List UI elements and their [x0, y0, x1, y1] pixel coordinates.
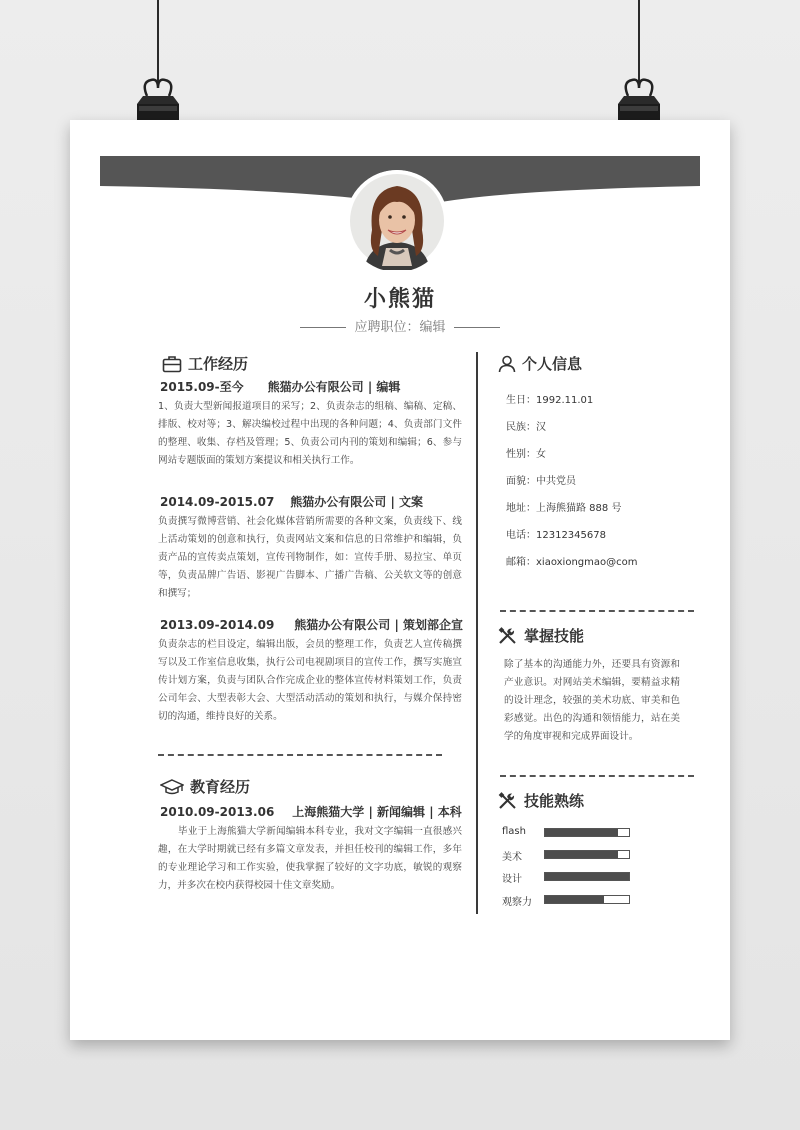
work-experience-heading: [162, 353, 248, 374]
divider-line: [454, 327, 500, 328]
education-period: 2010.09-2013.06: [160, 805, 275, 819]
skill-bar: [544, 872, 630, 881]
info-birthday: 生日：1992.11.01: [506, 395, 594, 406]
skill-bar: [544, 828, 630, 837]
graduation-cap-icon: [160, 778, 184, 796]
skill-label: 设计: [502, 874, 522, 885]
skill-bar-fill: [545, 851, 618, 858]
skill-label: 美术: [502, 852, 522, 863]
job-company: 熊猫办公有限公司 | 策划部企宣: [294, 618, 464, 632]
education-heading: [160, 776, 250, 797]
proficiency-title: 技能熟练: [524, 792, 585, 810]
job-company: 熊猫办公有限公司 | 编辑: [267, 380, 401, 394]
applied-position-text: 应聘职位：编辑: [354, 320, 446, 335]
job-period: 2015.09-至今: [160, 380, 244, 394]
avatar: [346, 170, 448, 272]
section-divider: [500, 610, 694, 612]
section-divider: [500, 775, 694, 777]
education-header: [160, 803, 462, 820]
job-3-header: [160, 616, 463, 633]
job-3-description: 负责杂志的栏目设定，编辑出版，会员的整理工作，负责艺人宣传稿撰写以及工作室信息收集，执行公司电视剧项目的宣传工作，撰写实施宣传计划方案，负责与团队合作完成企业的整体宣传材料策划工作，负责公司年会、大型表彰大会、大型活动活动的策划和执行，与媒介保持密切的沟通，维持良好的关系。: [158, 639, 462, 722]
info-address: 地址：上海熊猫路 888 号: [506, 503, 622, 514]
divider-line: [300, 327, 346, 328]
column-divider: [476, 352, 478, 914]
personal-info-heading: [498, 353, 582, 374]
candidate-name: 小熊猫: [363, 287, 436, 312]
skill-bar: [544, 850, 630, 859]
master-skills-heading: [498, 625, 584, 646]
job-period: 2014.09-2015.07: [160, 495, 275, 509]
education-school: 上海熊猫大学 | 新闻编辑 | 本科: [292, 805, 462, 819]
skill-bar-fill: [545, 896, 604, 903]
skill-label: flash: [502, 826, 526, 837]
skill-bar-fill: [545, 873, 629, 880]
education-title: 教育经历: [190, 778, 251, 796]
education-description: 毕业于上海熊猫大学新闻编辑本科专业，我对文字编辑一直很感兴趣，在大学时期就已经有多篇文章发表，并担任校刊的编辑工作，多年的专业理论学习和工作实验，使我掌握了较好的文字功底，敏锐的观察力，并多次在校内获得校园十佳文章奖励。: [158, 826, 462, 891]
hanging-wire-left: [157, 0, 159, 84]
info-ethnicity: 民族：汉: [506, 422, 546, 433]
job-1-description: 1、负责大型新闻报道项目的采写；2、负责杂志的组稿、编稿、定稿、排版、校对等；3、解决编校过程中出现的各种问题；4、负责部门文件的整理、收集、存档及管理；5、负责公司内刊的策划和编辑；6、参与网站专题版面的策划方案提议和相关执行工作。: [158, 401, 462, 466]
skill-label: 观察力: [502, 897, 532, 908]
resume-paper: [70, 120, 730, 1040]
job-2-description: 负责撰写微博营销、社会化媒体营销所需要的各种文案，负责线下、线上活动策划的创意和执行，负责网站文案和信息的日常维护和编辑，负责产品的宣传卖点策划，宣传刊物制作，如：宣传手册、易拉宝、单页等，负责品牌广告语、影视广告脚本、广播广告稿、公关软文等的创意和撰写；: [158, 516, 462, 599]
applied-position: [70, 316, 730, 335]
hanging-wire-right: [638, 0, 640, 84]
section-divider: [158, 754, 442, 756]
skill-bar: [544, 895, 630, 904]
tools-icon: [498, 792, 518, 810]
personal-info-title: 个人信息: [522, 355, 583, 373]
job-1-header: [160, 378, 400, 395]
person-icon: [498, 355, 516, 373]
info-email: 邮箱：xiaoxiongmao@com: [506, 557, 638, 568]
briefcase-icon: [162, 355, 182, 373]
info-gender: 性别：女: [506, 449, 546, 460]
info-phone: 电话：12312345678: [506, 530, 606, 541]
job-company: 熊猫办公有限公司 | 文案: [290, 495, 424, 509]
work-experience-title: 工作经历: [188, 355, 249, 373]
tools-icon: [498, 627, 518, 645]
job-period: 2013.09-2014.09: [160, 618, 275, 632]
job-2-header: [160, 493, 423, 510]
proficiency-heading: [498, 790, 584, 811]
master-skills-description: 除了基本的沟通能力外，还要具有资源和产业意识。对网站美术编辑，要精益求精的设计理念，较强的美术功底、审美和色彩感觉。出色的沟通和领悟能力，站在美学的角度审视和完成界面设计。: [504, 659, 680, 742]
master-skills-title: 掌握技能: [524, 627, 585, 645]
portrait-photo-icon: [346, 170, 448, 272]
info-political-status: 面貌：中共党员: [506, 476, 576, 487]
skill-bar-fill: [545, 829, 618, 836]
